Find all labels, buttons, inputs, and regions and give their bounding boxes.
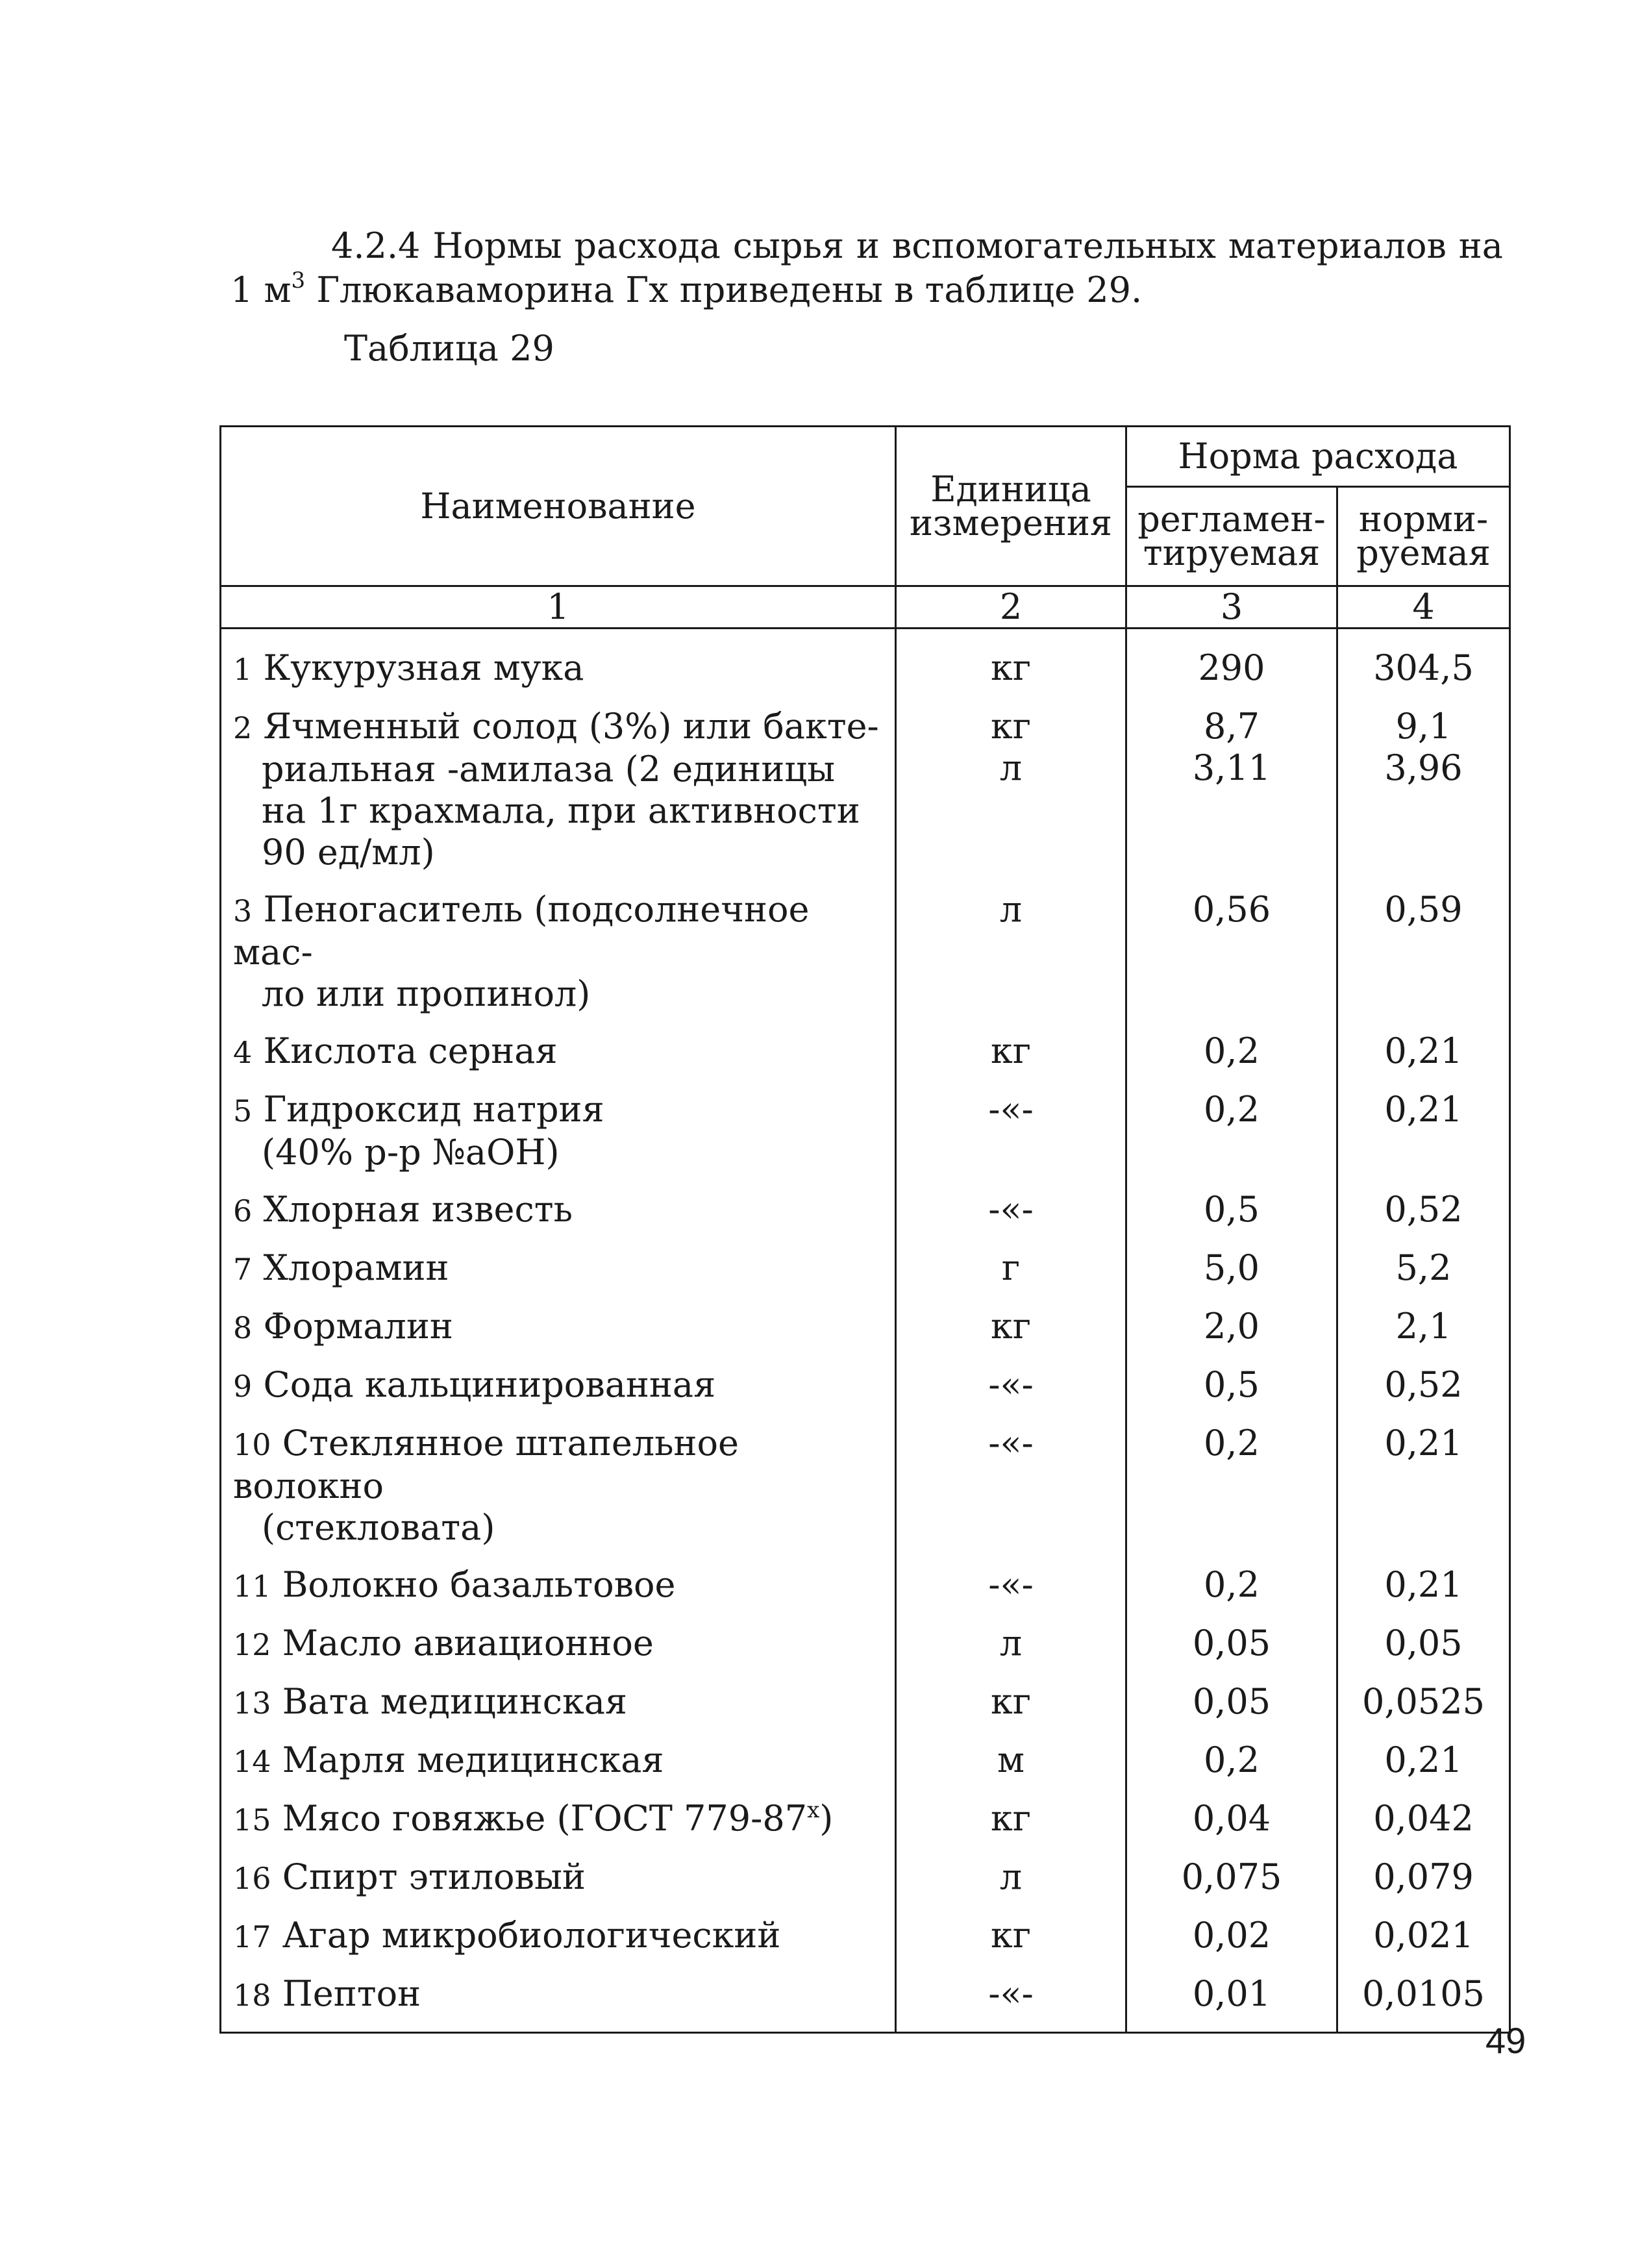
header-name: Наименование xyxy=(221,427,896,586)
row-regulated xyxy=(1126,1789,1337,1847)
row-regulated xyxy=(1126,1297,1337,1355)
row-normalized-value: 0,21 xyxy=(1384,1089,1463,1130)
row-regulated-value: 5,0 xyxy=(1204,1247,1260,1288)
table-caption: Таблица 29 xyxy=(344,328,554,369)
row-name-line: риальная -амилаза (2 единицы xyxy=(262,749,836,790)
row-regulated-value: 0,2 xyxy=(1204,1030,1260,1071)
row-name-line: Агар микробиологический xyxy=(282,1915,781,1956)
row-number: 1 xyxy=(233,652,253,687)
row-unit-value: л xyxy=(999,1623,1023,1664)
row-normalized-value: 0,52 xyxy=(1384,1364,1463,1405)
row-regulated xyxy=(1126,629,1337,697)
row-normalized xyxy=(1337,1355,1510,1414)
row-name xyxy=(221,629,896,697)
intro-paragraph xyxy=(230,224,1503,312)
table-body xyxy=(221,629,1510,2033)
row-name-line: Хлорная известь xyxy=(263,1189,573,1230)
row-number: 15 xyxy=(233,1802,271,1838)
column-number-4: 4 xyxy=(1337,586,1510,629)
row-number: 2 xyxy=(233,710,253,745)
row-normalized xyxy=(1337,1555,1510,1614)
row-unit xyxy=(896,1021,1126,1080)
row-unit-value: г xyxy=(1001,1247,1021,1288)
row-name-line: ло или пропинол) xyxy=(262,973,591,1014)
row-number: 3 xyxy=(233,893,253,928)
row-normalized xyxy=(1337,1614,1510,1672)
row-name-line: (40% р-р №аОН) xyxy=(262,1132,560,1173)
row-number: 11 xyxy=(233,1569,271,1604)
row-number: 6 xyxy=(233,1193,253,1228)
row-unit xyxy=(896,1672,1126,1730)
row-regulated xyxy=(1126,1964,1337,2033)
table-row xyxy=(221,629,1510,697)
row-unit xyxy=(896,1238,1126,1297)
row-regulated-value: 0,2 xyxy=(1204,1564,1260,1605)
row-normalized-value: 0,21 xyxy=(1384,1030,1463,1071)
row-normalized xyxy=(1337,697,1510,880)
row-normalized-value: 0,05 xyxy=(1384,1623,1463,1664)
row-name-line: Формалин xyxy=(263,1306,453,1347)
row-normalized xyxy=(1337,1021,1510,1080)
column-number-2: 2 xyxy=(896,586,1126,629)
row-name xyxy=(221,1730,896,1789)
row-unit xyxy=(896,1964,1126,2033)
row-unit xyxy=(896,880,1126,1021)
table-row xyxy=(221,1614,1510,1672)
row-name xyxy=(221,1672,896,1730)
row-normalized xyxy=(1337,1789,1510,1847)
row-normalized-value: 0,21 xyxy=(1384,1564,1463,1605)
row-normalized xyxy=(1337,880,1510,1021)
row-normalized-value: 2,1 xyxy=(1395,1306,1452,1347)
row-name xyxy=(221,1414,896,1555)
row-name xyxy=(221,1964,896,2033)
row-name-line: 90 ед/мл) xyxy=(262,832,435,873)
row-number: 4 xyxy=(233,1035,253,1070)
header-unit: Единица измерения xyxy=(896,427,1126,586)
row-regulated-value: 0,075 xyxy=(1181,1856,1282,1897)
intro-superscript: 3 xyxy=(291,268,306,293)
row-normalized-value: 3,96 xyxy=(1384,747,1463,788)
intro-text-part2: Глюкаваморина Гх приведены в таблице 29. xyxy=(305,269,1143,310)
row-name xyxy=(221,1021,896,1080)
row-number: 17 xyxy=(233,1919,271,1954)
row-unit-value: кг xyxy=(990,647,1032,688)
row-unit-value: кг xyxy=(990,1681,1032,1722)
row-name-superscript: х xyxy=(807,1797,820,1823)
row-unit xyxy=(896,1614,1126,1672)
row-unit-value: -«- xyxy=(988,1189,1034,1230)
row-normalized-value: 0,52 xyxy=(1384,1189,1463,1230)
row-normalized xyxy=(1337,629,1510,697)
row-number: 7 xyxy=(233,1252,253,1287)
row-regulated xyxy=(1126,1355,1337,1414)
table-row xyxy=(221,1730,1510,1789)
row-name xyxy=(221,1297,896,1355)
header-normalized: норми- руемая xyxy=(1337,487,1510,586)
row-regulated xyxy=(1126,1847,1337,1906)
intro-text-part1: 4.2.4 Нормы расхода сырья и вспомогательных материалов на 1 м xyxy=(230,225,1503,310)
table-row xyxy=(221,697,1510,880)
header-regulated: регламен- тируемая xyxy=(1126,487,1337,586)
row-name xyxy=(221,1789,896,1847)
row-name-line: Кукурузная мука xyxy=(263,647,584,688)
row-unit-value: -«- xyxy=(988,1564,1034,1605)
row-unit xyxy=(896,1080,1126,1180)
row-regulated-value: 0,2 xyxy=(1204,1089,1260,1130)
row-normalized-value: 0,21 xyxy=(1384,1739,1463,1780)
row-name-line: Пептон xyxy=(282,1973,421,2014)
row-name-line: Марля медицинская xyxy=(282,1739,664,1780)
table-row xyxy=(221,1021,1510,1080)
table-row xyxy=(221,1906,1510,1964)
table-row xyxy=(221,1180,1510,1238)
row-name xyxy=(221,1555,896,1614)
table-row xyxy=(221,1355,1510,1414)
row-normalized-value: 0,59 xyxy=(1384,889,1463,930)
row-regulated-value: 8,7 xyxy=(1204,706,1260,747)
row-normalized xyxy=(1337,1672,1510,1730)
row-unit-value: -«- xyxy=(988,1089,1034,1130)
row-normalized-value: 9,1 xyxy=(1395,706,1452,747)
row-name-line: Мясо говяжье (ГОСТ 779-87 xyxy=(282,1798,808,1839)
row-regulated-value: 0,05 xyxy=(1192,1623,1271,1664)
row-regulated-value: 0,01 xyxy=(1192,1973,1271,2014)
table-row xyxy=(221,1414,1510,1555)
row-regulated xyxy=(1126,880,1337,1021)
row-regulated-value: 0,02 xyxy=(1192,1915,1271,1956)
column-number-1: 1 xyxy=(221,586,896,629)
table-row xyxy=(221,1964,1510,2033)
row-regulated xyxy=(1126,1672,1337,1730)
row-normalized-value: 5,2 xyxy=(1395,1247,1452,1288)
row-number: 8 xyxy=(233,1310,253,1345)
row-regulated-value: 0,04 xyxy=(1192,1798,1271,1839)
row-regulated-value: 290 xyxy=(1198,647,1265,688)
row-normalized xyxy=(1337,1080,1510,1180)
row-regulated-value: 0,2 xyxy=(1204,1423,1260,1464)
row-name-line: Кислота серная xyxy=(263,1030,558,1071)
row-unit-value: л xyxy=(999,747,1023,788)
row-normalized xyxy=(1337,1297,1510,1355)
row-name-line: Ячменный солод (3%) или бакте- xyxy=(263,706,879,747)
row-regulated-value: 0,05 xyxy=(1192,1681,1271,1722)
row-regulated xyxy=(1126,697,1337,880)
row-name-line: Стеклянное штапельное волокно xyxy=(233,1423,739,1506)
table-row xyxy=(221,1672,1510,1730)
row-unit xyxy=(896,1180,1126,1238)
row-name-line: Вата медицинская xyxy=(282,1681,627,1722)
row-regulated xyxy=(1126,1021,1337,1080)
row-name-line: Спирт этиловый xyxy=(282,1856,586,1897)
row-normalized-value: 0,042 xyxy=(1373,1798,1474,1839)
row-regulated-value: 0,5 xyxy=(1204,1364,1260,1405)
table-row xyxy=(221,1789,1510,1847)
row-unit xyxy=(896,1414,1126,1555)
row-regulated xyxy=(1126,1555,1337,1614)
row-normalized-value: 0,079 xyxy=(1373,1856,1474,1897)
row-name-line: Хлорамин xyxy=(263,1247,449,1288)
row-name-line: (стекловата) xyxy=(262,1507,495,1548)
row-normalized xyxy=(1337,1906,1510,1964)
row-unit-value: кг xyxy=(990,706,1032,747)
row-regulated-value: 3,11 xyxy=(1192,747,1271,788)
row-regulated-value: 0,2 xyxy=(1204,1739,1260,1780)
row-unit-value: кг xyxy=(990,1798,1032,1839)
row-normalized-value: 0,021 xyxy=(1373,1915,1474,1956)
consumption-norms-table xyxy=(219,425,1511,2034)
row-unit-value: -«- xyxy=(988,1973,1034,2014)
row-name xyxy=(221,1355,896,1414)
row-normalized xyxy=(1337,1414,1510,1555)
row-number: 14 xyxy=(233,1744,271,1779)
row-unit xyxy=(896,1789,1126,1847)
row-unit-value: -«- xyxy=(988,1423,1034,1464)
row-regulated-value: 0,56 xyxy=(1192,889,1271,930)
row-normalized xyxy=(1337,1730,1510,1789)
table-row xyxy=(221,1555,1510,1614)
row-regulated xyxy=(1126,1614,1337,1672)
table-row xyxy=(221,1080,1510,1180)
row-normalized-value: 0,21 xyxy=(1384,1423,1463,1464)
row-name-line: Гидроксид натрия xyxy=(263,1089,604,1130)
row-number: 16 xyxy=(233,1861,271,1896)
row-unit xyxy=(896,1355,1126,1414)
row-regulated-value: 2,0 xyxy=(1204,1306,1260,1347)
row-unit-value: м xyxy=(997,1739,1025,1780)
row-regulated xyxy=(1126,1238,1337,1297)
row-regulated xyxy=(1126,1730,1337,1789)
row-name xyxy=(221,697,896,880)
row-regulated xyxy=(1126,1080,1337,1180)
row-unit xyxy=(896,1730,1126,1789)
row-number: 10 xyxy=(233,1427,271,1462)
row-number: 13 xyxy=(233,1686,271,1721)
row-name xyxy=(221,880,896,1021)
row-unit-value: л xyxy=(999,889,1023,930)
row-normalized-value: 304,5 xyxy=(1373,647,1474,688)
row-unit-value: л xyxy=(999,1856,1023,1897)
row-normalized xyxy=(1337,1964,1510,2033)
row-unit xyxy=(896,1906,1126,1964)
row-normalized-value: 0,0525 xyxy=(1362,1681,1485,1722)
row-number: 12 xyxy=(233,1627,271,1662)
row-normalized xyxy=(1337,1847,1510,1906)
row-normalized xyxy=(1337,1238,1510,1297)
row-name xyxy=(221,1080,896,1180)
row-number: 18 xyxy=(233,1978,271,2013)
row-unit-value: кг xyxy=(990,1306,1032,1347)
row-number: 5 xyxy=(233,1093,253,1128)
row-regulated xyxy=(1126,1180,1337,1238)
row-unit-value: -«- xyxy=(988,1364,1034,1405)
row-name xyxy=(221,1238,896,1297)
row-unit xyxy=(896,1847,1126,1906)
row-unit-value: кг xyxy=(990,1915,1032,1956)
row-name-line: Пеногаситель (подсолнечное мас- xyxy=(233,889,810,973)
row-name xyxy=(221,1847,896,1906)
row-name xyxy=(221,1906,896,1964)
row-name-tail: ) xyxy=(819,1798,834,1839)
table-row xyxy=(221,1847,1510,1906)
row-regulated xyxy=(1126,1414,1337,1555)
row-name-line: Волокно базальтовое xyxy=(282,1564,676,1605)
row-number: 9 xyxy=(233,1369,253,1404)
row-regulated-value: 0,5 xyxy=(1204,1189,1260,1230)
row-name-line: Сода кальцинированная xyxy=(263,1364,716,1405)
row-normalized xyxy=(1337,1180,1510,1238)
row-regulated xyxy=(1126,1906,1337,1964)
row-unit xyxy=(896,1297,1126,1355)
header-norm-group: Норма расхода xyxy=(1126,427,1510,487)
table-row xyxy=(221,1238,1510,1297)
row-unit-value: кг xyxy=(990,1030,1032,1071)
row-unit xyxy=(896,697,1126,880)
row-name xyxy=(221,1614,896,1672)
row-name-line: Масло авиационное xyxy=(282,1623,654,1664)
table-row xyxy=(221,880,1510,1021)
row-unit xyxy=(896,629,1126,697)
row-unit xyxy=(896,1555,1126,1614)
row-name-line: на 1г крахмала, при активности xyxy=(262,790,860,831)
column-number-3: 3 xyxy=(1126,586,1337,629)
page-number: 49 xyxy=(1485,2020,1526,2061)
row-name xyxy=(221,1180,896,1238)
row-normalized-value: 0,0105 xyxy=(1362,1973,1485,2014)
table-row xyxy=(221,1297,1510,1355)
